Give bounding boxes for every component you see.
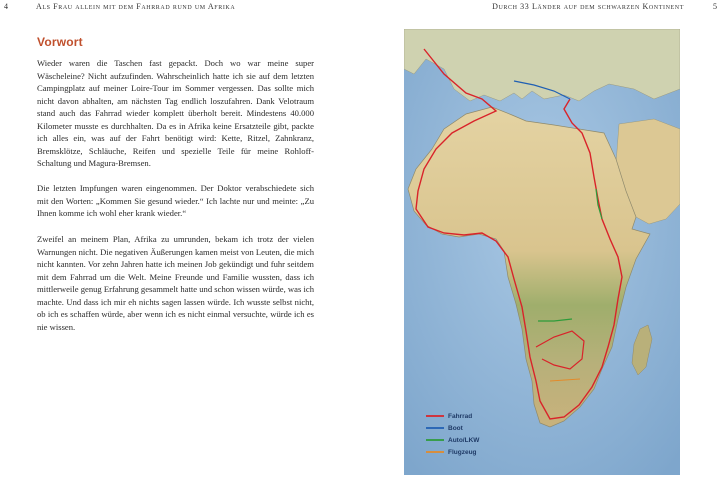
body-paragraph: Zweifel an meinem Plan, Afrika zu umrunden, bekam ich trotz der vielen Warnungen nicht. Die negativen Äußerungen kamen meist von Leuten, die mich nicht kannten. Vor zehn Jahren hatte ich meinen Job gekündigt und fuhr seitdem mit dem Fahrrad um die Welt. Meine Freunde und Familie wussten, dass ich mittlerweile genug Erfahrung gesammelt hatte und schon wissen würde, was ich machte. Und dass ich mir eh nichts sagen lassen würde. Ich wusste selbst nicht, ob ich es schaffen würde, aber wenn ich es nicht einmal versuchte, würde ich es nie wissen. — [37, 234, 314, 332]
legend-label-auto: Auto/LKW — [448, 437, 480, 444]
legend-label-flugzeug: Flugzeug — [448, 449, 477, 456]
legend-label-boot: Boot — [448, 425, 463, 432]
chapter-title: Vorwort — [37, 35, 83, 49]
legend-label-fahrrad: Fahrrad — [448, 413, 473, 420]
body-paragraph: Wieder waren die Taschen fast gepackt. Doch wo war meine super Wäscheleine? Nicht aufzufinden. Wahrscheinlich hatte ich sie auf dem letzten Campingplatz auf meiner Loire-Tour im Sommer vergessen. Das sollte mich nicht davon abhalten, am nächsten Tag endlich loszufahren. Dank Velotraum stand auch das Fahrrad wieder komplett überholt bereit. Mindestens 40.000 Kilometer musste es durchhalten. Da es in Afrika keine Ersatzteile gibt, packte ich alles ein, was auf der Fahrt benötigt wird: Kette, Ritzel, Zahnkranz, Bremsklötze, Schläuche, Reifen und spezielle Teile für meine Rohloff-Schaltung und Magura-Bremsen. — [37, 58, 314, 168]
route-map — [404, 29, 680, 475]
right-running-head: Durch 33 Länder auf dem schwarzen Kontinent — [492, 2, 684, 11]
right-page-number: 5 — [713, 2, 717, 11]
left-running-head: Als Frau allein mit dem Fahrrad rund um Afrika — [36, 2, 236, 11]
left-page-number: 4 — [4, 2, 8, 11]
africa-map-illustration — [404, 29, 680, 475]
body-paragraph: Die letzten Impfungen waren eingenommen. Der Doktor verabschiedete sich mit den Worten: „Kommen Sie gesund wieder.“ Ich lachte nur und meinte: „Zu Ihnen komme ich wohl eher krank wieder.“ — [37, 183, 314, 218]
